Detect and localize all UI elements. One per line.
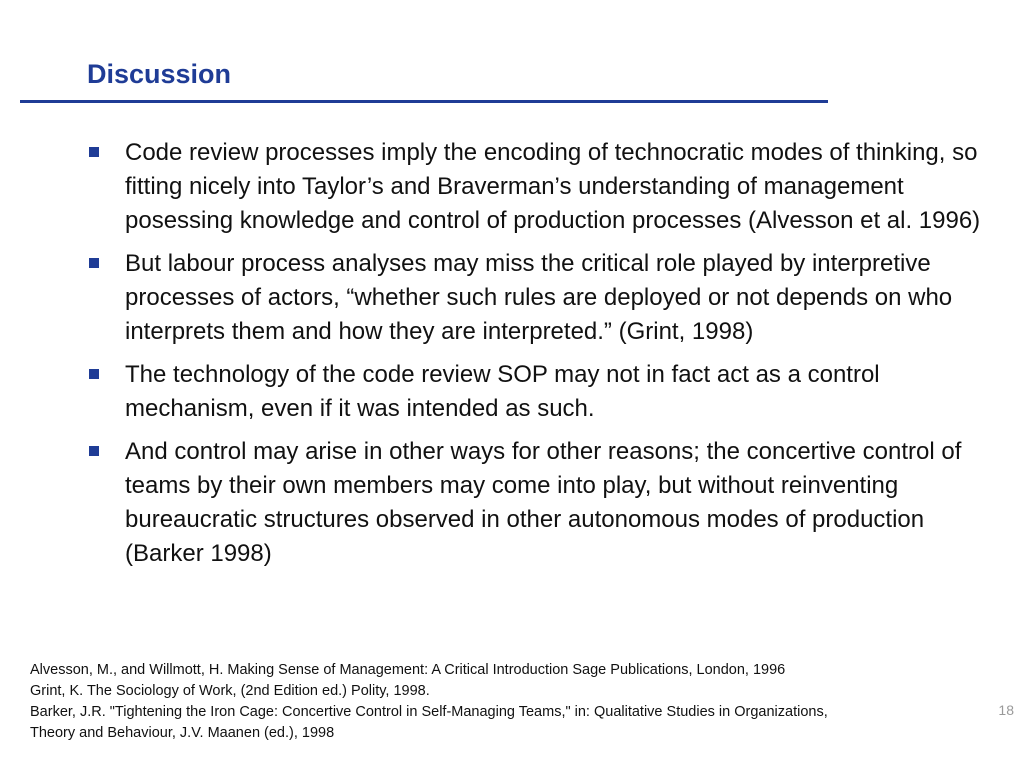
- square-bullet-icon: [89, 258, 99, 268]
- bullet-text: But labour process analyses may miss the critical role played by interpretive processes of actors, “whether such rules are deployed or not depends on who interprets them and how they are interpreted.” (Grint, 1998): [125, 250, 953, 345]
- reference-line: Alvesson, M., and Willmott, H. Making Sense of Management: A Critical Introduction Sage Publications, London, 1996: [30, 662, 786, 678]
- bullet-item: [86, 136, 996, 238]
- slide-title: Discussion: [87, 59, 232, 89]
- reference-line: Grint, K. The Sociology of Work, (2nd Edition ed.) Polity, 1998.: [30, 683, 430, 699]
- bullet-item: [86, 247, 996, 349]
- square-bullet-icon: [89, 147, 99, 157]
- page-number: 18: [998, 702, 1014, 718]
- bullet-text: And control may arise in other ways for other reasons; the concertive control of teams by their own members may come into play, but without reinventing bureaucratic structures observed in other autonomous modes of production (Barker 1998): [125, 438, 962, 567]
- bullet-text: The technology of the code review SOP may not in fact act as a control mechanism, even if it was intended as such.: [125, 361, 880, 422]
- square-bullet-icon: [89, 446, 99, 456]
- bullet-text: Code review processes imply the encoding of technocratic modes of thinking, so fitting nicely into Taylor’s and Braverman’s understanding of management posessing knowledge and control of production processes (Alvesson et al. 1996): [125, 139, 981, 234]
- title-divider: [20, 100, 828, 103]
- bullet-list: [86, 136, 996, 580]
- references-footer: [30, 660, 980, 744]
- reference-line: Theory and Behaviour, J.V. Maanen (ed.), 1998: [30, 725, 335, 741]
- reference-line: Barker, J.R. "Tightening the Iron Cage: Concertive Control in Self-Managing Teams," in: Qualitative Studies in Organizations,: [30, 704, 828, 720]
- bullet-item: [86, 358, 996, 426]
- square-bullet-icon: [89, 369, 99, 379]
- bullet-item: [86, 435, 996, 571]
